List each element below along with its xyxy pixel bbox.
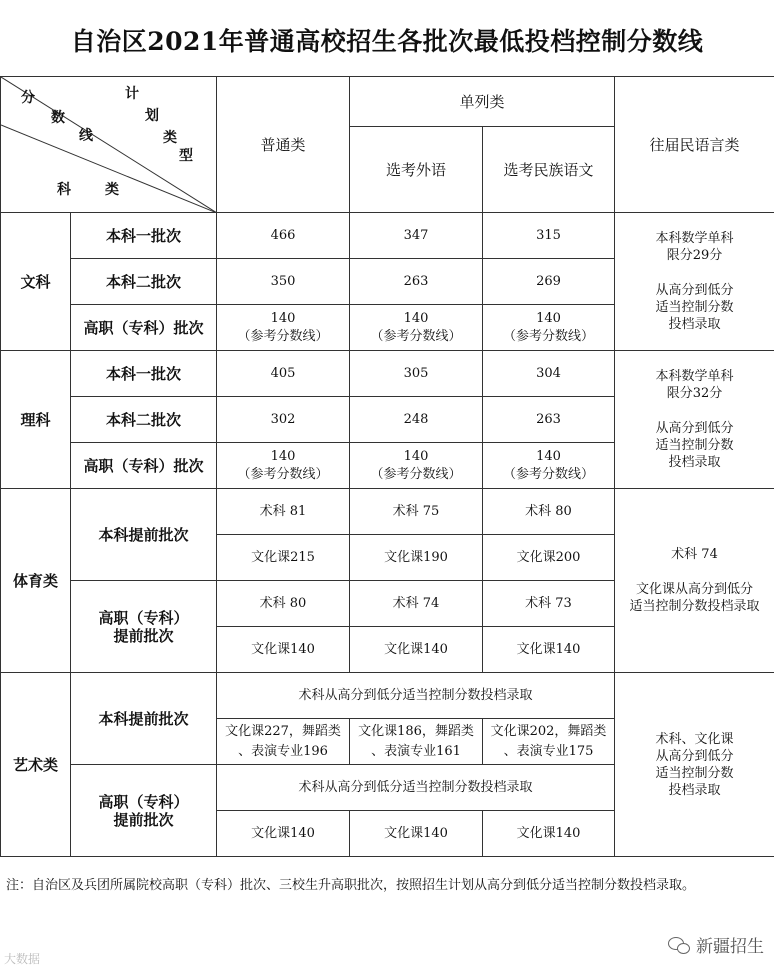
score-cell: 术科 73 (483, 581, 615, 627)
prev-line: 适当控制分数 (655, 438, 734, 453)
wechat-icon (668, 936, 690, 954)
section-like: 理科 (1, 351, 71, 489)
score-cell: 术科 75 (350, 489, 483, 535)
diag-char: 划 (145, 108, 159, 124)
score-cell: 466 (217, 213, 350, 259)
score-cell: 140 （参考分数线） (217, 305, 350, 351)
diag-char: 计 (125, 86, 139, 102)
section-tiyu: 体育类 (1, 489, 71, 673)
prev-line: 文化课从高分到低分 (636, 582, 754, 597)
batch-label: 高职（专科）批次 (71, 305, 217, 351)
score-cell: 术科 81 (217, 489, 350, 535)
diag-char: 分 (21, 90, 35, 106)
score-cell: 405 (217, 351, 350, 397)
prev-line: 限分32分 (666, 386, 723, 401)
account-watermark (668, 932, 764, 957)
prev-line: 投档录取 (668, 782, 721, 798)
score-cell: 文化课186，舞蹈类 、表演专业161 (350, 719, 483, 765)
score-cell: 文化课140 (483, 627, 615, 673)
score-cell: 263 (350, 259, 483, 305)
score-cell: 140 （参考分数线） (217, 443, 350, 489)
score-cell: 术科 80 (483, 489, 615, 535)
prev-line: 术科 74 (671, 547, 718, 562)
batch-label: 高职（专科） 提前批次 (71, 765, 217, 857)
batch-label: 本科二批次 (71, 259, 217, 305)
diag-char: 科 (57, 182, 71, 198)
prev-line: 本科数学单科 (655, 231, 734, 246)
header-ethnic: 选考民族语文 (483, 127, 615, 213)
header-foreign: 选考外语 (350, 127, 483, 213)
score-cell: 术科 74 (350, 581, 483, 627)
score-cell: 文化课202，舞蹈类 、表演专业175 (483, 719, 615, 765)
shu-text: 术科从高分到低分适当控制分数投档录取 (217, 765, 615, 811)
footnote: 注：自治区及兵团所属院校高职（专科）批次、三校生升高职批次，按照招生计划从高分到低分适当控制分数投档录取。 (6, 878, 696, 893)
batch-label: 高职（专科）批次 (71, 443, 217, 489)
diag-char: 数 (51, 110, 65, 126)
score-cell: 140 （参考分数线） (483, 443, 615, 489)
prev-line: 限分29分 (666, 248, 723, 263)
score-cell: 347 (350, 213, 483, 259)
score-cell: 文化课140 (217, 811, 350, 857)
score-cell: 文化课140 (483, 811, 615, 857)
prev-line: 本科数学单科 (655, 369, 734, 384)
diag-char: 类 (105, 182, 119, 198)
section-yishu: 艺术类 (1, 673, 71, 857)
score-cell: 文化课215 (217, 535, 350, 581)
score-cell: 文化课140 (217, 627, 350, 673)
batch-label: 本科提前批次 (71, 673, 217, 765)
prev-line: 适当控制分数 (655, 300, 734, 315)
page-title: 自治区2021年普通高校招生各批次最低投档控制分数线 (70, 27, 704, 56)
diag-char: 型 (179, 148, 193, 164)
score-cell: 269 (483, 259, 615, 305)
prev-note-wenke (615, 213, 774, 351)
prev-line: 投档录取 (668, 455, 721, 470)
score-cell: 305 (350, 351, 483, 397)
score-cell: 302 (217, 397, 350, 443)
header-prev: 往届民语言类 (615, 77, 774, 213)
diag-char: 线 (79, 128, 93, 144)
score-cell: 文化课227，舞蹈类 、表演专业196 (217, 719, 350, 765)
score-cell: 文化课190 (350, 535, 483, 581)
header-single: 单列类 (350, 77, 615, 127)
prev-line: 从高分到低分 (655, 283, 734, 298)
score-cell: 350 (217, 259, 350, 305)
header-general: 普通类 (217, 77, 350, 213)
score-cell: 140 （参考分数线） (350, 305, 483, 351)
score-cell: 140 （参考分数线） (483, 305, 615, 351)
section-wenke: 文科 (1, 213, 71, 351)
score-cell: 248 (350, 397, 483, 443)
account-name: 新疆招生 (696, 937, 764, 957)
score-cell: 术科 80 (217, 581, 350, 627)
score-cell: 304 (483, 351, 615, 397)
score-cell: 文化课140 (350, 811, 483, 857)
score-cell: 文化课200 (483, 535, 615, 581)
score-cell: 文化课140 (350, 627, 483, 673)
prev-note-tiyu (615, 489, 774, 673)
diagonal-header-cell (1, 77, 217, 213)
batch-label: 本科一批次 (71, 213, 217, 259)
batch-label: 本科提前批次 (71, 489, 217, 581)
prev-line: 术科、文化课 (655, 731, 734, 747)
score-cell: 140 （参考分数线） (350, 443, 483, 489)
source-watermark: 大数据 (4, 952, 41, 966)
score-cell: 315 (483, 213, 615, 259)
batch-label: 高职（专科） 提前批次 (71, 581, 217, 673)
batch-label: 本科一批次 (71, 351, 217, 397)
score-table (0, 76, 774, 857)
batch-label: 本科二批次 (71, 397, 217, 443)
prev-line: 从高分到低分 (655, 421, 734, 436)
diag-char: 类 (163, 130, 177, 146)
prev-line: 投档录取 (668, 317, 721, 332)
shu-text: 术科从高分到低分适当控制分数投档录取 (217, 673, 615, 719)
prev-line: 适当控制分数 (655, 765, 734, 781)
prev-note-like (615, 351, 774, 489)
prev-line: 适当控制分数投档录取 (629, 599, 760, 614)
prev-note-yishu (615, 673, 774, 857)
score-cell: 263 (483, 397, 615, 443)
prev-line: 从高分到低分 (655, 748, 734, 764)
